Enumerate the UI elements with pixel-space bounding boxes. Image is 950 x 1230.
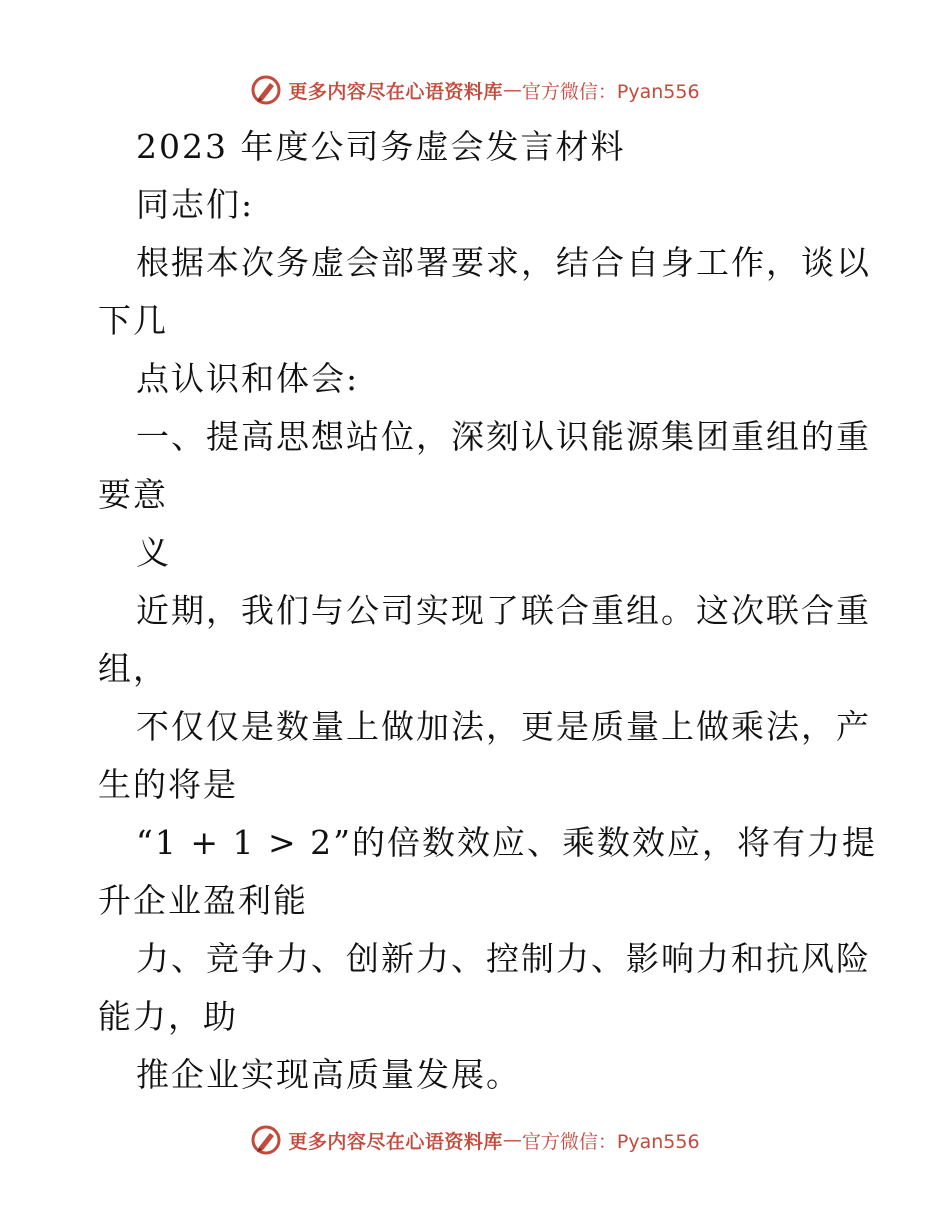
watermark-site-text: 更多内容尽在心语资料库 (288, 1130, 503, 1153)
header-watermark (0, 70, 950, 110)
watermark-separator: — (502, 79, 522, 101)
footer-watermark (0, 1120, 950, 1160)
salutation: 同志们: (136, 185, 255, 224)
watermark-site-text: 更多内容尽在心语资料库 (288, 80, 503, 103)
watermark-wechat-text: 官方微信：Pyan556 (521, 80, 700, 103)
watermark-wechat-text: 官方微信：Pyan556 (521, 1130, 700, 1153)
section-heading: 义 (136, 533, 171, 572)
paragraph-line: 能力，助 (98, 997, 238, 1036)
section-heading: 要意 (98, 475, 168, 514)
pen-logo-icon (250, 74, 282, 106)
pen-logo-icon (250, 1124, 282, 1156)
watermark-separator: — (502, 1129, 522, 1151)
paragraph-line: 下几 (98, 301, 168, 340)
paragraph-line: “1 + 1 > 2”的倍数效应、乘数效应，将有力提 (136, 823, 877, 862)
paragraph-line: 升企业盈利能 (98, 881, 308, 920)
paragraph-line: 不仅仅是数量上做加法，更是质量上做乘法，产 (136, 707, 871, 746)
document-body (98, 118, 877, 1104)
paragraph-line: 生的将是 (98, 765, 238, 804)
paragraph-line: 推企业实现高质量发展。 (136, 1055, 521, 1094)
paragraph-line: 点认识和体会: (136, 359, 360, 398)
paragraph-line: 力、竞争力、创新力、控制力、影响力和抗风险 (136, 939, 871, 978)
document-title: 2023 年度公司务虚会发言材料 (136, 127, 626, 166)
paragraph-line: 根据本次务虚会部署要求，结合自身工作，谈以 (136, 243, 871, 282)
paragraph-line: 组， (98, 649, 168, 688)
section-heading: 一、提高思想站位，深刻认识能源集团重组的重 (136, 417, 871, 456)
paragraph-line: 近期，我们与公司实现了联合重组。这次联合重 (136, 591, 871, 630)
